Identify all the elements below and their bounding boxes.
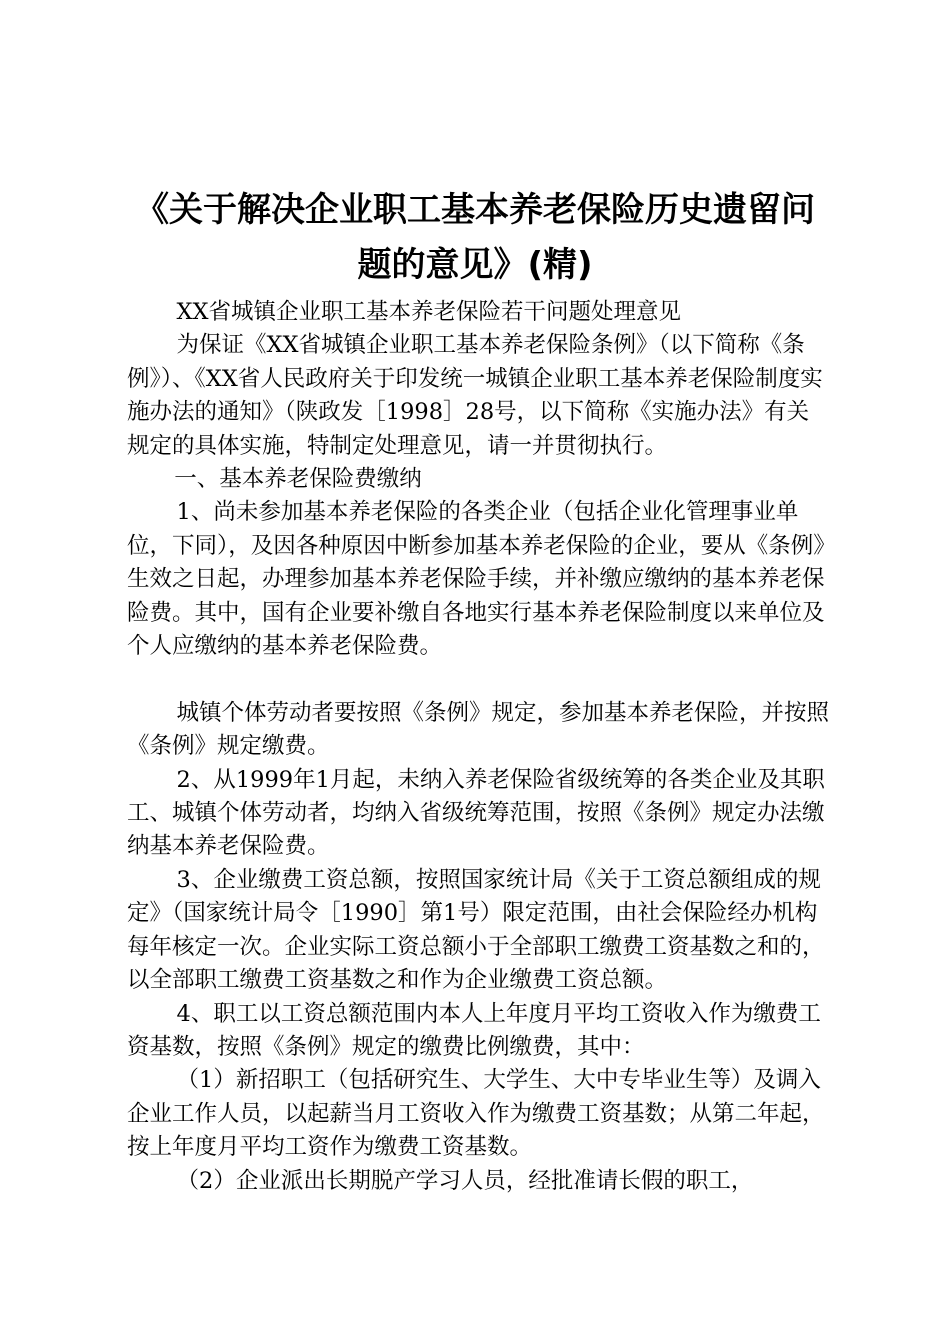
blank-line — [127, 663, 830, 696]
paragraph-intro: 为保证《XX省城镇企业职工基本养老保险条例》（以下简称《条例》）、《XX省人民政府关于印发统一城镇企业职工基本养老保险制度实施办法的通知》（陕政发［1998］28号，以下简称《实施办法》有关规定的具体实施，特制定处理意见，请一并贯彻执行。 — [127, 332, 823, 459]
document-title-line-2: 题的意见》(精) — [357, 245, 593, 285]
paragraph-subitem-2: （2）企业派出长期脱产学习人员，经批准请长假的职工， — [176, 1167, 754, 1194]
section-heading: 一、基本养老保险费缴纳 — [174, 466, 422, 493]
document-body — [127, 296, 830, 1198]
paragraph-individual-workers: 城镇个体劳动者要按照《条例》规定，参加基本养老保险，并按照《条例》规定缴费。 — [127, 699, 830, 760]
document-title-line-1: 《关于解决企业职工基本养老保险历史遗留问 — [135, 190, 815, 230]
paragraph-item-4: 4、职工以工资总额范围内本人上年度月平均工资收入作为缴费工资基数，按照《条例》规定的缴费比例缴费，其中： — [127, 1000, 821, 1060]
paragraph-heading: XX省城镇企业职工基本养老保险若干问题处理意见 — [176, 299, 682, 325]
paragraph-item-3: 3、企业缴费工资总额，按照国家统计局《关于工资总额组成的规定》（国家统计局令［1990］第1号）限定范围，由社会保险经办机构每年核定一次。企业实际工资总额小于全部职工缴费工资基数之和的，以全部职工缴费工资基数之和作为企业缴费工资总额。 — [127, 866, 825, 994]
paragraph-item-2: 2、从1999年1月起，未纳入养老保险省级统筹的各类企业及其职工、城镇个体劳动者，均纳入省级统筹范围，按照《条例》规定办法缴纳基本养老保险费。 — [127, 766, 825, 860]
paragraph-item-1: 1、尚未参加基本养老保险的各类企业（包括企业化管理事业单位，下同），及因各种原因中断参加基本养老保险的企业，要从《条例》生效之日起，办理参加基本养老保险手续，并补缴应缴纳的基本养老保险费。其中，国有企业要补缴自各地实行基本养老保险制度以来单位及个人应缴纳的基本养老保险费。 — [127, 499, 825, 660]
paragraph-subitem-1: （1）新招职工（包括研究生、大学生、大中专毕业生等）及调入企业工作人员，以起薪当月工资收入作为缴费工资基数；从第二年起，按上年度月平均工资作为缴费工资基数。 — [127, 1067, 825, 1161]
